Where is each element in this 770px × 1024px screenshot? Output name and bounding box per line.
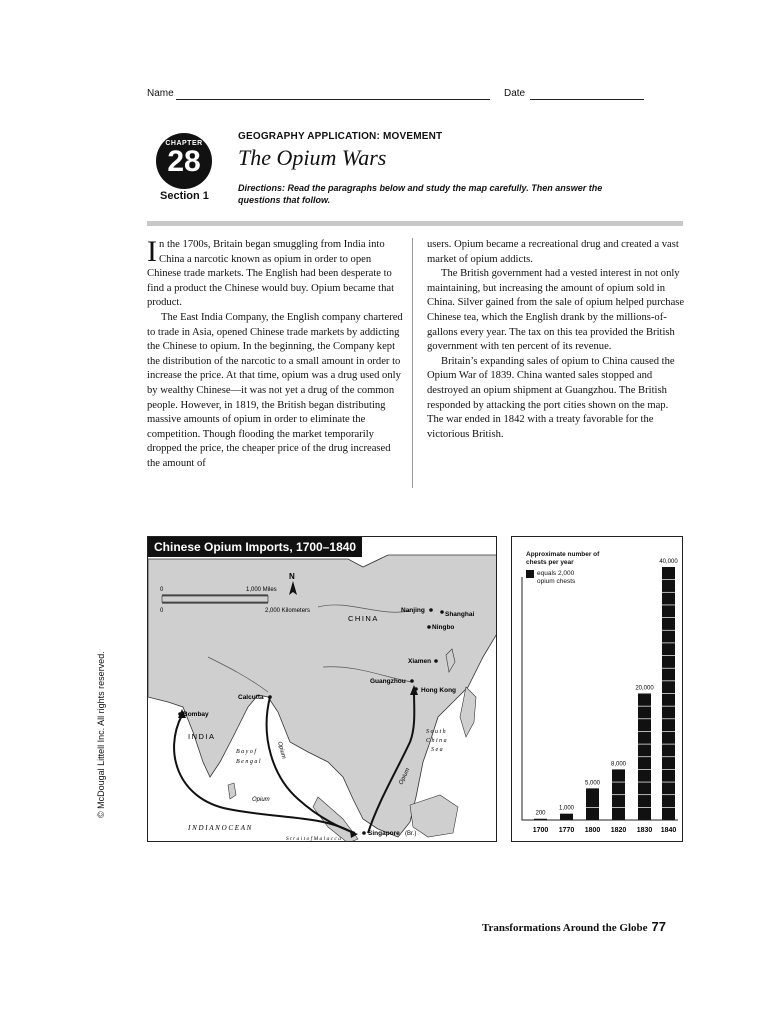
svg-text:Ningbo: Ningbo — [432, 624, 455, 631]
name-line — [176, 99, 490, 100]
route-label-scs: Opium — [398, 767, 412, 786]
region-scs-3: S e a — [431, 747, 443, 753]
tick-label-1770: 1770 — [558, 827, 575, 834]
region-indian-ocean: I N D I A N O C E A N — [188, 824, 252, 832]
bar-1820 — [612, 769, 625, 820]
text-column-right — [427, 238, 685, 442]
value-label-1820: 8,000 — [610, 761, 627, 768]
scale-km-max: 2,000 Kilometers — [265, 608, 311, 614]
region-china: CHINA — [348, 614, 379, 623]
paragraph-2: The East India Company, the English company chartered to trade in Asia, opened Chinese trade markets by addicting the Chinese to opium. In the beginning, the Company kept the distribution of the narcotic to a small amount in order to increase the price. At that time, opium was a drug used only by wealthy Chinese—it was not yet a drug of the common people. However, in 1819, the British began distributing massive amounts of opium in order to eliminate the competition. Though flooding the market temporarily dropped the price, the cheaper price of the drug increased the amount of — [147, 311, 403, 469]
tick-label-1820: 1820 — [610, 827, 627, 834]
region-scs-1: S o u t h — [426, 729, 446, 735]
opium-map — [147, 536, 497, 842]
svg-text:Hong Kong: Hong Kong — [421, 687, 457, 694]
svg-text:Singapore: Singapore — [368, 830, 400, 837]
svg-text:N: N — [289, 572, 295, 581]
tick-label-1840: 1840 — [660, 827, 677, 834]
svg-text:Calcutta: Calcutta — [238, 694, 264, 701]
date-line — [530, 99, 644, 100]
scale-miles-max: 1,000 Miles — [246, 587, 277, 593]
route-label-ocean: Opium — [252, 797, 270, 803]
paragraph-3: users. Opium became a recreational drug and created a vast market of opium addicts. — [427, 239, 679, 265]
chapter-badge — [156, 133, 212, 189]
opium-chart — [511, 536, 683, 842]
value-label-1800: 5,000 — [584, 780, 601, 787]
page-footer — [482, 919, 666, 934]
value-label-1840: 40,000 — [659, 559, 678, 565]
divider — [147, 221, 683, 226]
value-label-1830: 20,000 — [635, 685, 654, 692]
value-label-1770: 1,000 — [558, 805, 575, 812]
svg-text:Nanjing: Nanjing — [401, 607, 425, 614]
land-asia — [148, 555, 497, 837]
directions: Directions: Read the paragraphs below and study the map carefully. Then answer the questions that follow. — [238, 183, 603, 205]
bar-1830 — [638, 694, 651, 821]
svg-text:(Br.): (Br.) — [405, 831, 417, 837]
tick-label-1830: 1830 — [636, 827, 653, 834]
section-label: Section 1 — [160, 190, 209, 202]
city-bombay — [178, 711, 209, 718]
legend-unit: equals 2,000 opium chests — [537, 570, 576, 585]
legend-block-icon — [526, 570, 534, 578]
legend-title: Approximate number of chests per year — [526, 551, 600, 566]
tick-label-1800: 1800 — [584, 827, 601, 834]
text-column-left — [147, 235, 405, 472]
route-label-bengal: Opium — [276, 740, 287, 760]
page-title: The Opium Wars — [238, 145, 387, 170]
region-bay-2: B e n g a l — [236, 759, 261, 765]
region-strait: S t r a i t o f M a l a c c a — [286, 836, 341, 842]
city-singapore — [362, 830, 416, 837]
scale-miles-zero: 0 — [160, 587, 164, 593]
drop-cap: I — [147, 235, 157, 268]
sri-lanka — [228, 783, 236, 799]
name-label: Name — [147, 88, 174, 99]
chart-legend — [526, 551, 606, 586]
chapter-number: 28 — [167, 145, 201, 178]
map-svg — [148, 537, 497, 842]
bar-1840 — [662, 567, 675, 820]
city-ningbo — [427, 624, 454, 631]
paragraph-4: The British government had a vested interest in not only maintaining, but increasing the amount of opium sold in China. Silver gained from the sale of opium helped purchase Chinese tea, which the English drank by the millions-of-gallons every year. The tax on this tea provided the British government with ten percent of its revenue. — [427, 268, 685, 353]
page-number: 77 — [651, 919, 666, 934]
scale-km-zero: 0 — [160, 608, 164, 614]
borneo — [410, 795, 458, 837]
chapter-label: CHAPTER — [165, 140, 203, 147]
map-title: Chinese Opium Imports, 1700–1840 — [148, 537, 362, 557]
svg-text:Guangzhou: Guangzhou — [370, 678, 406, 685]
region-india: INDIA — [188, 732, 216, 741]
bar-1700 — [534, 819, 547, 820]
city-shanghai — [440, 610, 474, 618]
column-rule — [412, 238, 413, 488]
tick-label-1700: 1700 — [532, 827, 549, 834]
value-label-1700: 200 — [535, 810, 546, 817]
paragraph-5: Britain’s expanding sales of opium to China caused the Opium War of 1839. China wanted sales stopped and destroyed an opium shipment at Guangzhou. The British responded by attacking the port cities shown on the map. The war ended in 1842 with a treaty favorable for the victorious British. — [427, 355, 675, 440]
paragraph-1: n the 1700s, Britain began smuggling from India into China a narcotic known as opium in order to open Chinese trade markets. The English had been desperate to find a product the Chinese would buy. Opium became that product. — [147, 239, 395, 309]
copyright-notice: © McDougal Littell Inc. All rights reserved. — [96, 651, 106, 818]
svg-text:Xiamen: Xiamen — [408, 658, 432, 665]
footer-text: Transformations Around the Globe — [482, 922, 648, 934]
bar-1770 — [560, 814, 573, 820]
svg-text:Shanghai: Shanghai — [445, 611, 475, 618]
philippines — [460, 687, 476, 737]
city-hong-kong — [414, 687, 456, 694]
region-scs-2: C h i n a — [426, 738, 447, 744]
svg-text:Bombay: Bombay — [183, 711, 209, 718]
date-label: Date — [504, 88, 526, 99]
bar-1800 — [586, 788, 599, 820]
kicker: GEOGRAPHY APPLICATION: MOVEMENT — [238, 131, 443, 142]
region-bay-1: B a y o f — [236, 749, 256, 755]
